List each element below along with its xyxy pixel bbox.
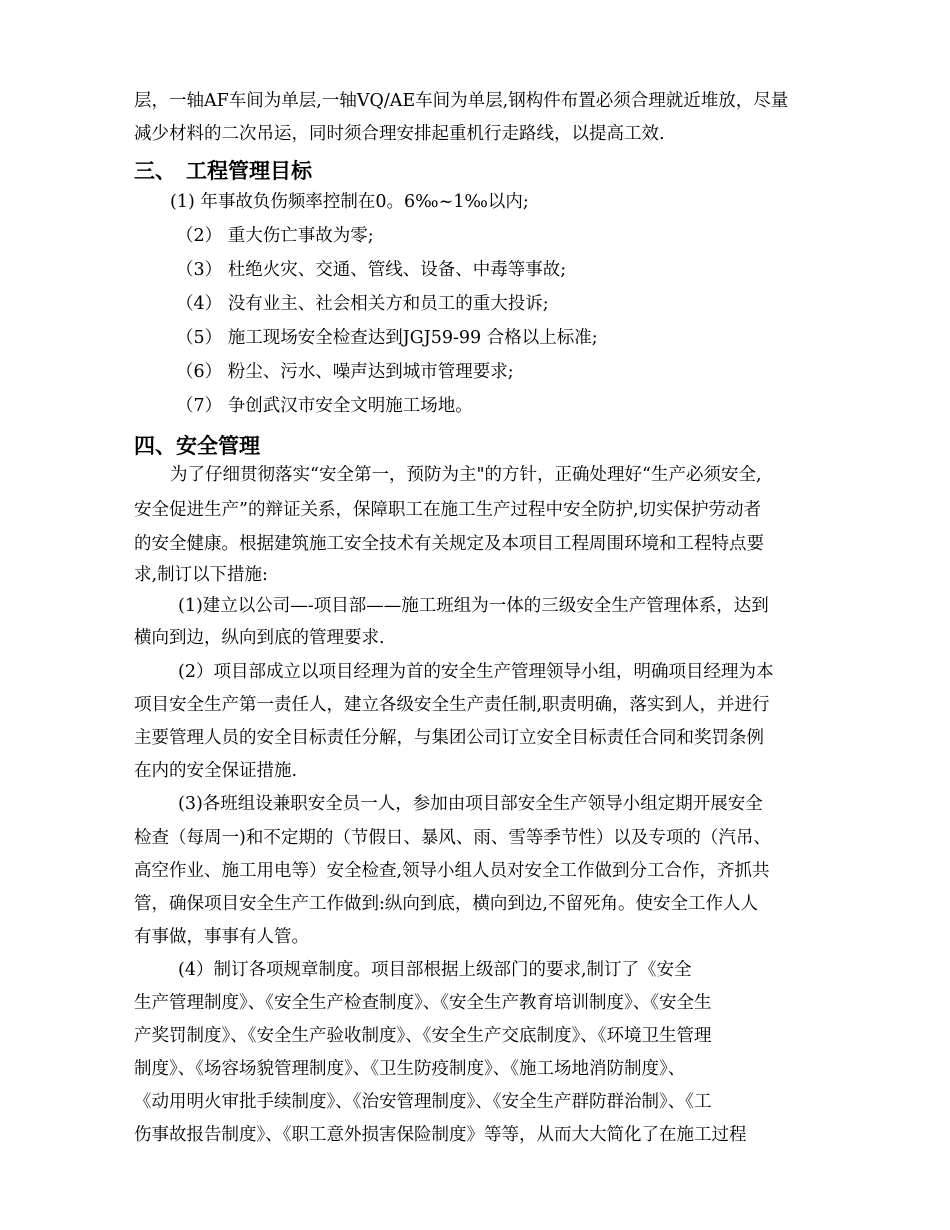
- goal-item-1: (1) 年事故负伤频率控制在0。6‰~1‰以内;: [170, 192, 529, 212]
- section-title: 工程管理目标: [186, 159, 312, 183]
- paragraph-line: 生产管理制度》、《安全生产检查制度》、《安全生产教育培训制度》、《安全生: [134, 993, 712, 1013]
- paragraph-line: 检查（每周一)和不定期的（节假日、暴风、雨、雪等季节性）以及专项的（汽吊、: [134, 828, 771, 848]
- paragraph-line: (4）制订各项规章制度。项目部根据上级部门的要求,制订了《安全: [178, 960, 692, 980]
- paragraph-line: (2）项目部成立以项目经理为首的安全生产管理领导小组，明确项目经理为本: [178, 662, 774, 682]
- goal-item-7: （7） 争创武汉市安全文明施工场地。: [176, 396, 473, 416]
- paragraph-line: 有事做，事事有人管。: [134, 927, 309, 947]
- intro-line-2: 减少材料的二次吊运，同时须合理安排起重机行走路线，以提高工效.: [134, 124, 665, 144]
- goal-item-2: （2） 重大伤亡事故为零;: [176, 226, 374, 246]
- paragraph-line: 主要管理人员的安全目标责任分解，与集团公司订立安全目标责任合同和奖罚条例: [134, 728, 764, 748]
- section-number: 三、: [134, 159, 176, 183]
- paragraph-line: 管，确保项目安全生产工作做到:纵向到底，横向到边,不留死角。使安全工作人人: [134, 894, 758, 914]
- paragraph-line: 伤事故报告制度》、《职工意外损害保险制度》等等，从而大大简化了在施工过程: [134, 1125, 747, 1145]
- paragraph-line: 产奖罚制度》、《安全生产验收制度》、《安全生产交底制度》、《环境卫生管理: [134, 1026, 712, 1046]
- paragraph-line: (1)建立以公司—-项目部——施工班组为一体的三级安全生产管理体系，达到: [178, 596, 769, 616]
- goal-item-4: （4） 没有业主、社会相关方和员工的重大投诉;: [176, 294, 549, 314]
- paragraph-line: 在内的安全保证措施.: [134, 761, 298, 781]
- paragraph-line: 求,制订以下措施:: [134, 565, 268, 585]
- paragraph-line: 为了仔细贯彻落实“安全第一，预防为主"的方针，正确处理好“生产必须安全,: [170, 465, 762, 485]
- goal-item-3: （3） 杜绝火灾、交通、管线、设备、中毒等事故;: [176, 260, 567, 280]
- paragraph-line: 横向到边，纵向到底的管理要求.: [134, 628, 385, 648]
- section-heading-3: [134, 155, 312, 185]
- goal-item-6: （6） 粉尘、污水、噪声达到城市管理要求;: [176, 362, 514, 382]
- paragraph-line: 安全促进生产”的辩证关系，保障职工在施工生产过程中安全防护,切实保护劳动者: [134, 500, 762, 520]
- section-heading-4: 四、安全管理: [134, 434, 260, 458]
- paragraph-line: 项目安全生产第一责任人，建立各级安全生产责任制,职责明确，落实到人，并进行: [134, 695, 770, 715]
- paragraph-line: 的安全健康。根据建筑施工安全技术有关规定及本项目工程周围环境和工程特点要: [134, 534, 764, 554]
- paragraph-line: 制度》、《场容场貌管理制度》、《卫生防疫制度》、《施工场地消防制度》、: [134, 1059, 686, 1079]
- intro-line-1: 层，一轴AF车间为单层,一轴VQ/AE车间为单层,钢构件布置必须合理就近堆放，尽量: [134, 91, 789, 111]
- paragraph-line: 高空作业、施工用电等）安全检查,领导小组人员对安全工作做到分工合作，齐抓共: [134, 861, 770, 881]
- goal-item-5: （5） 施工现场安全检查达到JGJ59-99 合格以上标准;: [176, 328, 598, 348]
- paragraph-line: 《动用明火审批手续制度》、《治安管理制度》、《安全生产群防群治制》、《工: [134, 1092, 712, 1112]
- paragraph-line: (3)各班组设兼职安全员一人，参加由项目部安全生产领导小组定期开展安全: [178, 794, 763, 814]
